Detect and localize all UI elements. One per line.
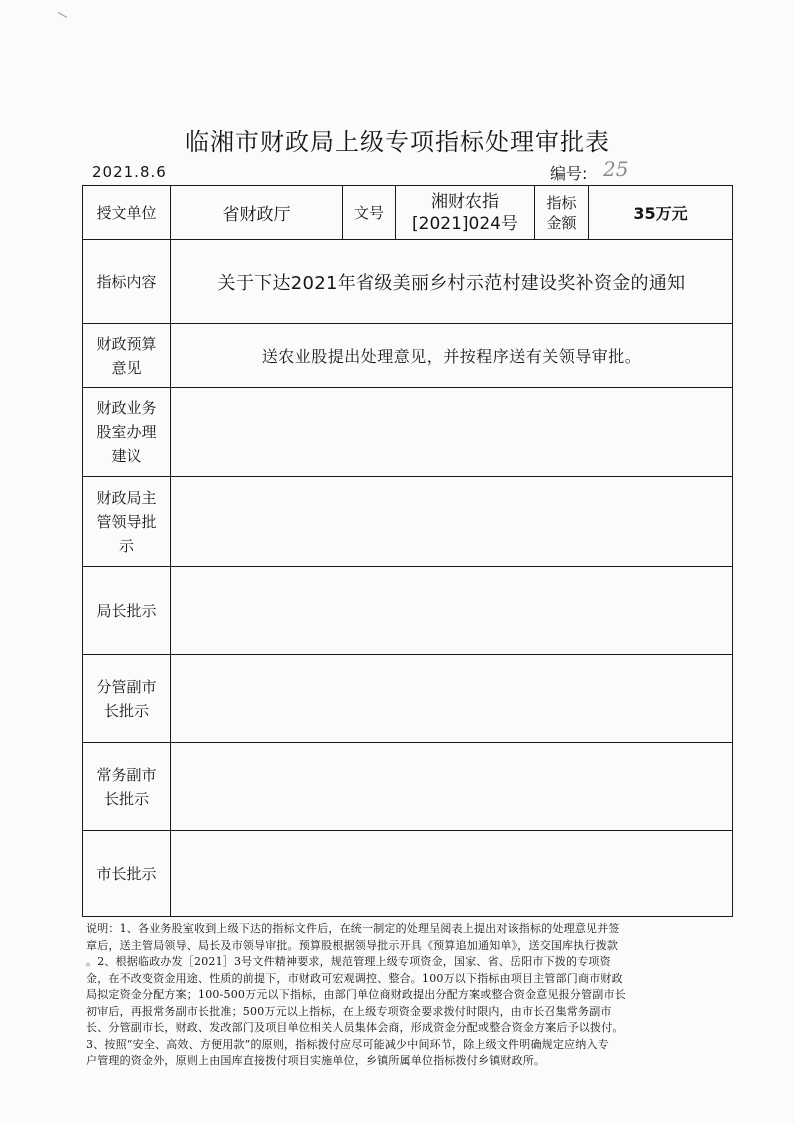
notes-line: 长、分管副市长，财政、发改部门及项目单位相关人员集体会商，形成资金分配或整合资金方案后予以拨付。: [86, 1021, 624, 1034]
notes-line: 章后，送主管局领导、局长及市领导审批。预算股根据领导批示开具《预算追加通知单》，送交国库执行拨款: [86, 938, 619, 952]
page-title: 临湘市财政局上级专项指标处理审批表: [185, 128, 610, 156]
budget-label-line2: 意见: [111, 358, 142, 377]
amount-value: 35万元: [589, 186, 733, 240]
director-approval-field[interactable]: [171, 567, 733, 655]
docno-value: [396, 186, 535, 240]
mayor-approval-field[interactable]: [171, 831, 733, 917]
form-row-exec-vice-mayor: [83, 743, 733, 831]
vice-mayor-label-line1: 分管副市: [96, 677, 157, 696]
exec-vice-mayor-label-line2: 长批示: [103, 789, 149, 808]
amount-label-line2: 金额: [546, 213, 577, 232]
form-row-vice-mayor: [83, 655, 733, 743]
notes-line: 户管理的资金外，原则上由国库直接拨付项目实施单位，乡镇所属单位指标拨付乡镇财政所。: [86, 1054, 546, 1067]
form-date: 2021.8.6: [92, 163, 167, 181]
vice-mayor-label: [83, 655, 171, 743]
dept-label-line3: 建议: [111, 447, 142, 465]
issuer-label: 授文单位: [83, 186, 171, 240]
exec-vice-mayor-approval-field[interactable]: [171, 743, 733, 831]
docno-label: 文号: [343, 186, 396, 240]
leader-label-line2: 管领导批: [96, 512, 157, 531]
mayor-label: 市长批示: [83, 831, 171, 917]
dept-suggestion-field[interactable]: [171, 388, 733, 477]
notes-line: 局拟定资金分配方案；100-500万元以下指标，由部门单位商财政提出分配方案或整合资金意见报分管副市长: [86, 988, 626, 1001]
form-row-director: [83, 567, 733, 655]
serial-label: 编号:: [550, 164, 588, 183]
vice-mayor-label-line2: 长批示: [103, 701, 149, 720]
notes-line: 。2、根据临政办发［2021］3号文件精神要求，规范管理上级专项资金，国家、省、岳阳市下拨的专项资: [86, 955, 611, 968]
dept-label-line1: 财政业务: [96, 399, 157, 417]
budget-label: [83, 324, 171, 388]
notes-line: 说明：1、各业务股室收到上级下达的指标文件后，在统一制定的处理呈阅表上提出对该指标的处理意见并签: [86, 922, 620, 935]
notes-line: 3、按照“安全、高效、方便用款”的原则，指标拨付应尽可能减少中间环节，除上级文件明确规定应纳入专: [86, 1037, 609, 1051]
leader-label-line1: 财政局主: [96, 488, 157, 507]
amount-label: [535, 186, 589, 240]
approval-form-table: [82, 185, 733, 917]
leader-label-line3: 示: [118, 536, 134, 555]
form-row-dept: [83, 388, 733, 477]
scan-mark: [55, 12, 67, 23]
vice-mayor-approval-field[interactable]: [171, 655, 733, 743]
director-label: 局长批示: [83, 567, 171, 655]
form-row-content: [83, 240, 733, 324]
budget-label-line1: 财政预算: [96, 334, 157, 353]
docno-value-line1: 湘财农指: [431, 191, 499, 212]
serial-value: 25: [603, 157, 629, 181]
dept-label-line2: 股室办理: [96, 423, 157, 441]
notes-line: 初审后，再报常务副市长批准；500万元以上指标，在上级专项资金要求拨付时限内，由市长召集常务副市: [86, 1004, 612, 1018]
form-row-budget: [83, 324, 733, 388]
leader-label: [83, 477, 171, 567]
form-row-header: [83, 186, 733, 240]
form-row-mayor: [83, 831, 733, 917]
exec-vice-mayor-label: [83, 743, 171, 831]
form-row-leader: [83, 477, 733, 567]
notes-line: 金，在不改变资金用途、性质的前提下，市财政可宏观调控、整合。100万以下指标由项目主管部门商市财政: [86, 971, 623, 985]
content-value: 关于下达2021年省级美丽乡村示范村建设奖补资金的通知: [171, 240, 733, 324]
leader-approval-field[interactable]: [171, 477, 733, 567]
budget-opinion: 送农业股提出处理意见，并按程序送有关领导审批。: [171, 324, 733, 388]
amount-label-line1: 指标: [546, 193, 577, 212]
dept-label: [83, 388, 171, 477]
content-label: 指标内容: [83, 240, 171, 324]
notes-section: [86, 921, 730, 1070]
docno-value-line2: [2021]024号: [412, 213, 518, 234]
exec-vice-mayor-label-line1: 常务副市: [96, 765, 157, 784]
issuer-value: 省财政厅: [171, 186, 343, 240]
